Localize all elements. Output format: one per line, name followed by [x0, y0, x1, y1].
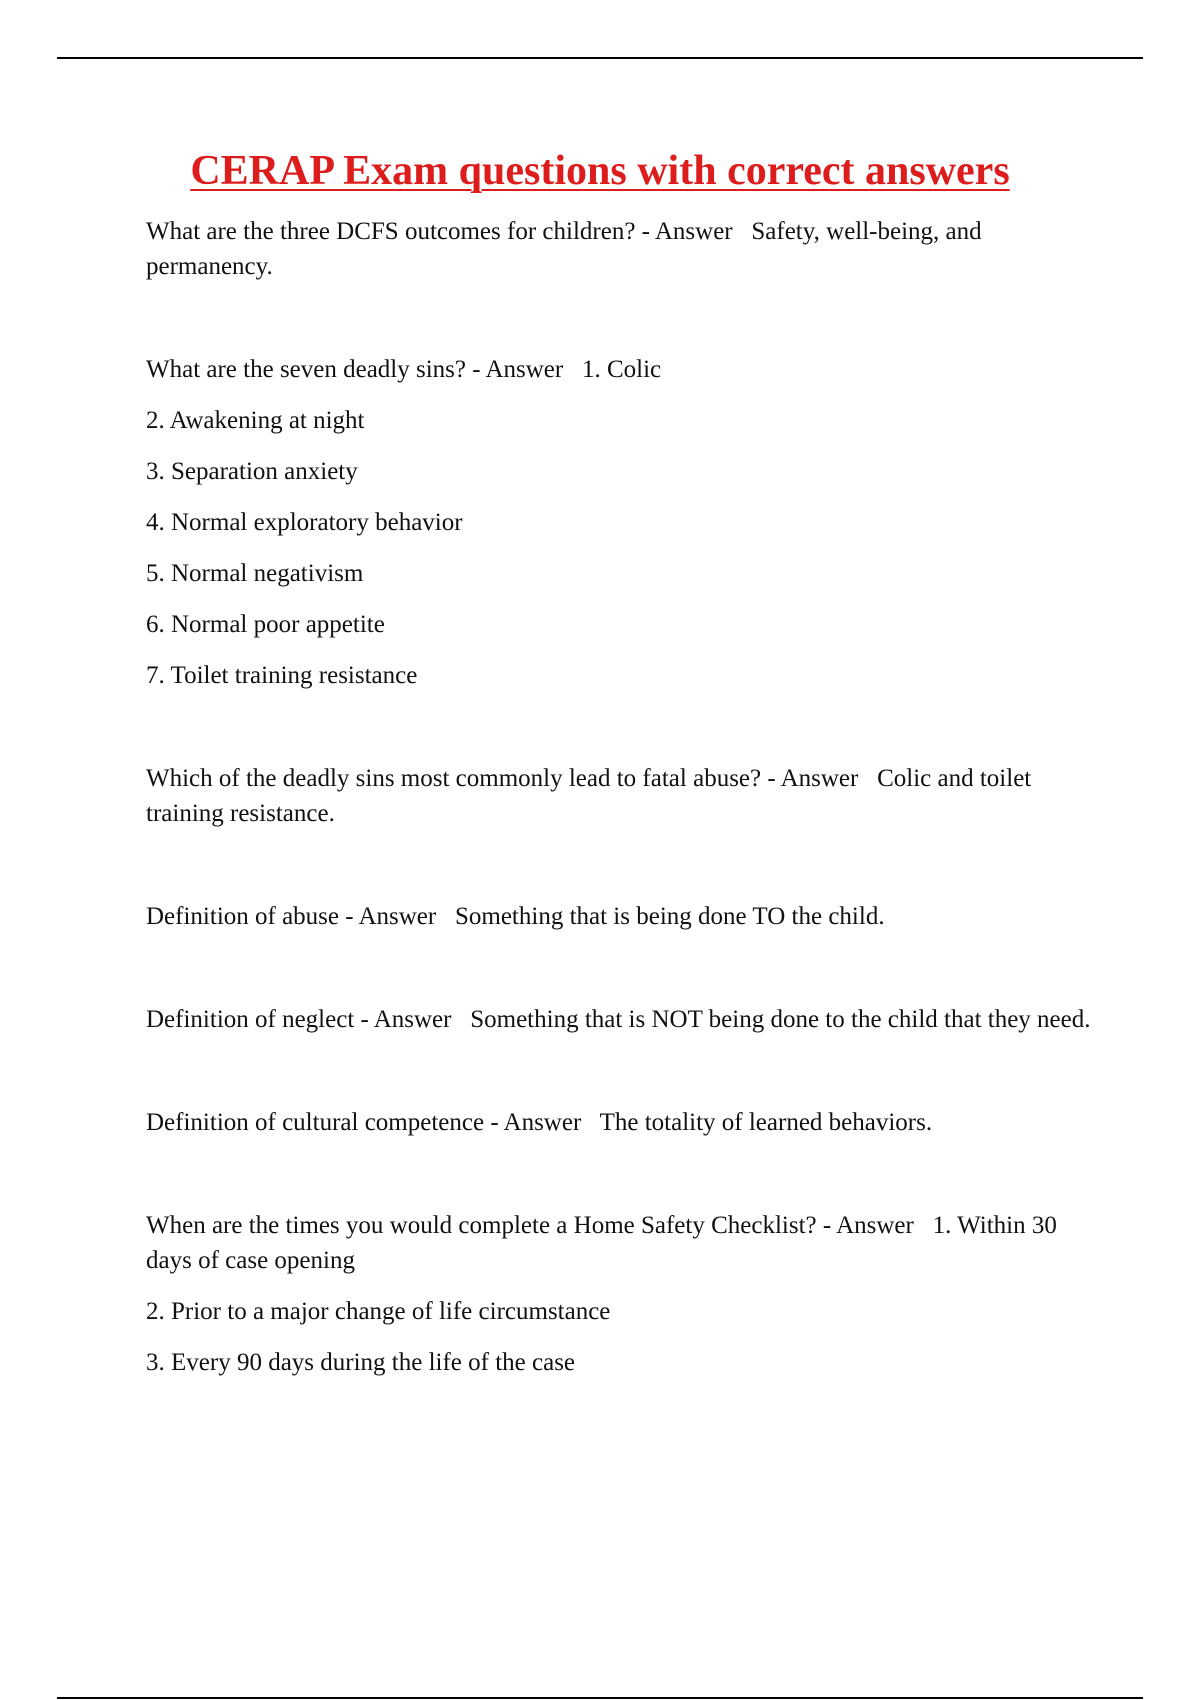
qa-block	[146, 761, 1091, 831]
question-text: What are the seven deadly sins?	[146, 356, 467, 383]
qa-block	[146, 1208, 1091, 1380]
answer-label: Answer	[485, 356, 564, 383]
qa-line	[146, 1208, 1091, 1278]
answer-text: Safety, well-being, and permanency.	[146, 218, 982, 280]
answer-label: Answer	[654, 218, 733, 245]
answer-list-item: 5. Normal negativism	[146, 560, 364, 587]
qa-block	[146, 899, 1091, 934]
separator: -	[635, 218, 655, 245]
question-text: Definition of cultural competence	[146, 1109, 485, 1136]
separator: -	[354, 1006, 374, 1033]
qa-line	[146, 899, 1091, 934]
answer-text: Something that is NOT being done to the child that they need.	[470, 1006, 1091, 1033]
separator: -	[339, 903, 359, 930]
qa-block	[146, 1002, 1091, 1037]
document-title-text: CERAP Exam questions with correct answers	[190, 148, 1010, 194]
qa-line	[146, 214, 1091, 284]
answer-label: Answer	[373, 1006, 452, 1033]
question-text: Which of the deadly sins most commonly lead to fatal abuse?	[146, 765, 762, 792]
qa-line	[146, 1105, 1091, 1140]
answer-list-item: 4. Normal exploratory behavior	[146, 509, 463, 536]
separator: -	[484, 1109, 504, 1136]
separator: -	[761, 765, 781, 792]
qa-line	[146, 352, 1091, 387]
bottom-rule	[57, 1697, 1143, 1699]
question-text: Definition of abuse	[146, 903, 340, 930]
question-text: When are the times you would complete a Home Safety Checklist?	[146, 1212, 817, 1239]
answer-label: Answer	[358, 903, 437, 930]
answer-list-item: 2. Awakening at night	[146, 407, 365, 434]
qa-line	[146, 761, 1091, 831]
separator: -	[466, 356, 486, 383]
answer-list-item: 6. Normal poor appetite	[146, 611, 385, 638]
answer-text: Colic and toilet training resistance.	[146, 765, 1032, 827]
answer-list-item: 3. Separation anxiety	[146, 458, 358, 485]
qa-block	[146, 214, 1091, 284]
answer-list-item: 7. Toilet training resistance	[146, 662, 418, 689]
question-text: Definition of neglect	[146, 1006, 355, 1033]
top-rule	[57, 57, 1143, 59]
answer-list-item: 3. Every 90 days during the life of the case	[146, 1349, 576, 1376]
answer-label: Answer	[836, 1212, 914, 1239]
document-title	[0, 146, 1200, 196]
qa-list	[146, 214, 1091, 1448]
qa-block	[146, 1105, 1091, 1140]
answer-text: The totality of learned behaviors.	[599, 1109, 933, 1136]
answer-text: 1. Colic	[581, 356, 662, 383]
separator: -	[816, 1212, 837, 1239]
qa-block	[146, 352, 1091, 693]
answer-label: Answer	[503, 1109, 582, 1136]
question-text: What are the three DCFS outcomes for children?	[146, 218, 636, 245]
answer-label: Answer	[780, 765, 859, 792]
qa-line	[146, 1002, 1091, 1037]
answer-text: Something that is being done TO the child.	[454, 903, 885, 930]
answer-list-item: 2. Prior to a major change of life circumstance	[146, 1298, 611, 1325]
answer-text: 1. Within 30 days of case opening	[146, 1212, 1057, 1274]
